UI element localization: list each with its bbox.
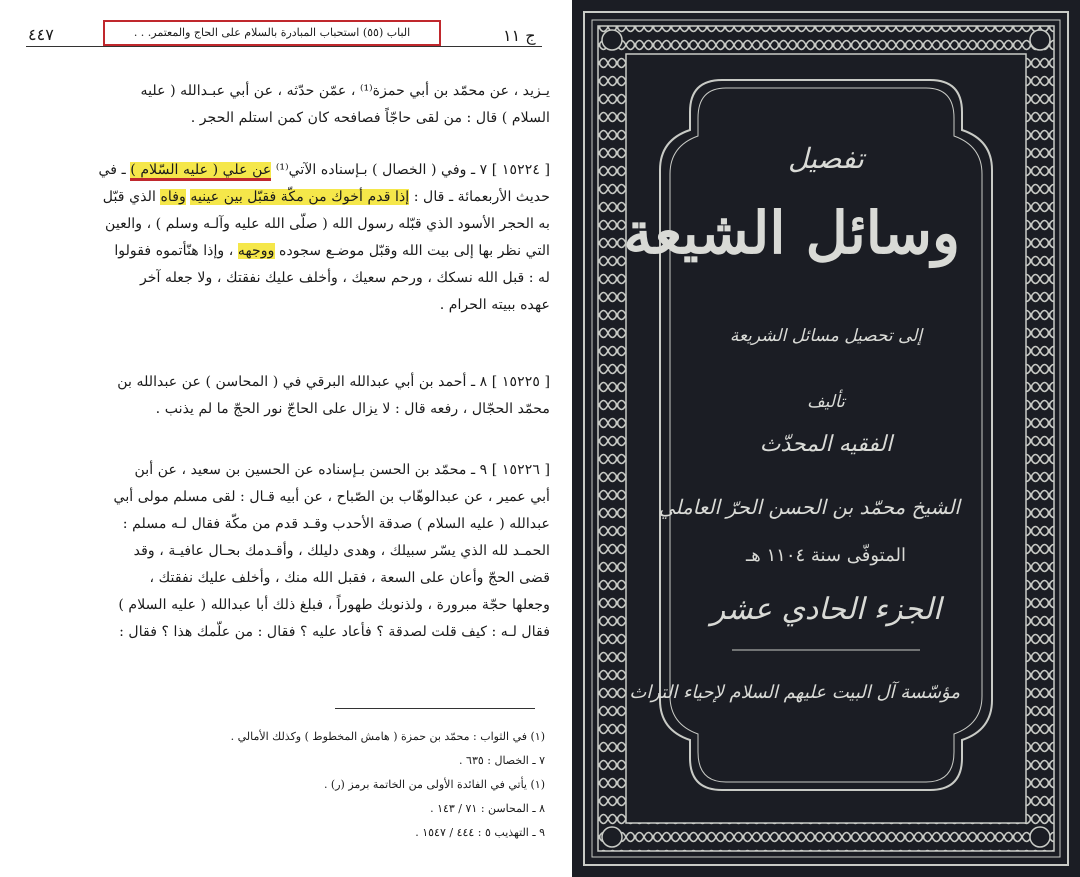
text-line: أبي عمير ، عن عبدالوهّاب بن الصّباح ، عن أبيه قـال : لقى مسلم مولى أبي bbox=[113, 489, 550, 505]
highlighted-phrase: ووجهه bbox=[237, 243, 275, 259]
cover-author-name: الشيخ محمّد بن الحسن الحرّ العاملي bbox=[658, 495, 960, 519]
book-cover bbox=[572, 0, 1080, 877]
text-line: له : قبل الله نسكك ، ورحم سعيك ، وأخلف عليك نفقتك ، ولا جعله آخر bbox=[139, 270, 550, 286]
cover-death-year: المتوفّى سنة ١١٠٤ هـ bbox=[745, 545, 906, 566]
text-span: التي نظر بها إلى بيت الله وقبّل موضـع سجوده bbox=[279, 243, 550, 259]
cover-series: تفصيل bbox=[788, 142, 864, 175]
text-span: ـ في bbox=[98, 162, 126, 178]
text-line: محمّد الحجّال ، رفعه قال : لا يزال على الحاجّ نور الحجّ ما لم يذنب . bbox=[155, 401, 550, 417]
text-line: عبدالله ( عليه السلام ) صدقة الأحدب وقـد قدم من مكّة فقال لـه مسلم : bbox=[122, 516, 550, 532]
cover-publisher: مؤسّسة آل البيت عليهم السلام لإحياء التراث bbox=[629, 682, 960, 703]
text-line: به الحجر الأسود الذي قبّله رسول الله ( صلّى الله عليه وآلـه وسلم ) ، والعين bbox=[105, 216, 550, 232]
footnote: (١) يأتي في الفائدة الأولى من الخاتمة برمز (ر) . bbox=[323, 778, 545, 791]
cover-title: وسائل الشيعة bbox=[623, 199, 960, 267]
text-line: فقال لـه : كيف قلت لصدقة ؟ فأعاد عليه ؟ فقال : من علّمك هذا ؟ فقال : bbox=[119, 624, 550, 640]
text-span: الذي قبّل bbox=[102, 189, 156, 205]
text-span: ، وإذا هنّأتموه فقولوا bbox=[114, 243, 234, 259]
text-span: [ ١٥٢٢٤ ] ٧ ـ وفي ( الخصال ) بـإسناده الآتي⁽¹⁾ bbox=[275, 162, 550, 178]
text-line: وجعلها حجّة مبرورة ، ولذنوبك طهوراً ، فبلغ ذلك أبا عبدالله ( عليه السلام ) bbox=[118, 597, 550, 613]
footnote: ٧ ـ الخصال : ٦٣٥ . bbox=[459, 754, 545, 767]
text-span: حديث الأربعمائة ـ قال : bbox=[413, 189, 550, 205]
text-line: [ ١٥٢٢٦ ] ٩ ـ محمّد بن الحسن بـإسناده عن الحسين بن سعيد ، عن أبن bbox=[134, 462, 550, 478]
text-line: عهده ببيته الحرام . bbox=[439, 297, 550, 313]
header-divider bbox=[26, 46, 542, 47]
paragraph-1 bbox=[30, 78, 550, 132]
text-line: الحمـد لله الذي يسّر سبيلك ، وهدى دليلك ، وأقـدمك بحـال عافيـة ، وقد bbox=[133, 543, 550, 559]
text-line: [ ١٥٢٢٥ ] ٨ ـ أحمد بن أبي عبدالله البرقي في ( المحاسن ) عن عبدالله بن bbox=[117, 374, 550, 390]
highlighted-phrase: عن علي ( عليه السّلام ) bbox=[130, 162, 271, 181]
highlighted-phrase: وفاه bbox=[160, 189, 186, 205]
cover-volume: الجزء الحادي عشر bbox=[710, 592, 942, 627]
text-line: قضى الحجّ وأعان على السعة ، فقبل الله منك ، وأخلف عليك نفقتك ، bbox=[149, 570, 550, 586]
chapter-title-box: الباب (٥٥) استحباب المبادرة بالسلام على الحاج والمعتمر. . . bbox=[103, 20, 441, 46]
volume-label: ج ١١ bbox=[503, 26, 536, 45]
footnote: (١) في الثواب : محمّد بن حمزة ( هامش المخطوط ) وكذلك الأمالي . bbox=[230, 730, 545, 743]
highlighted-phrase: إذا قدم أخوك من مكّة فقبّل بين عينيه bbox=[190, 189, 410, 205]
text-line bbox=[30, 184, 550, 211]
footnote: ٩ ـ التهذيب ٥ : ٤٤٤ / ١٥٤٧ . bbox=[415, 826, 545, 839]
cover-authored-by: تأليف bbox=[807, 392, 845, 412]
text-line: السلام ) قال : من لقى حاجّاً فصافحه كان كمن استلم الحجر . bbox=[190, 110, 550, 126]
footnote: ٨ ـ المحاسن : ٧١ / ١٤٣ . bbox=[430, 802, 545, 815]
text-line: يـزيد ، عن محمّد بن أبي حمزة⁽¹⁾ ، عمّن حدّثه ، عن أبي عبـدالله ( عليه bbox=[140, 83, 550, 99]
paragraph-hadith-15225 bbox=[30, 369, 550, 423]
text-line bbox=[30, 238, 550, 265]
paragraph-hadith-15224 bbox=[30, 157, 550, 319]
footnotes bbox=[40, 725, 545, 845]
footnote-divider bbox=[335, 708, 535, 709]
cover-subtitle: إلى تحصيل مسائل الشريعة bbox=[729, 326, 923, 346]
paragraph-hadith-15226 bbox=[30, 457, 550, 646]
text-line bbox=[30, 157, 550, 184]
cover-author-role: الفقيه المحدّث bbox=[759, 432, 893, 457]
page-number: ٤٤٧ bbox=[28, 25, 54, 44]
